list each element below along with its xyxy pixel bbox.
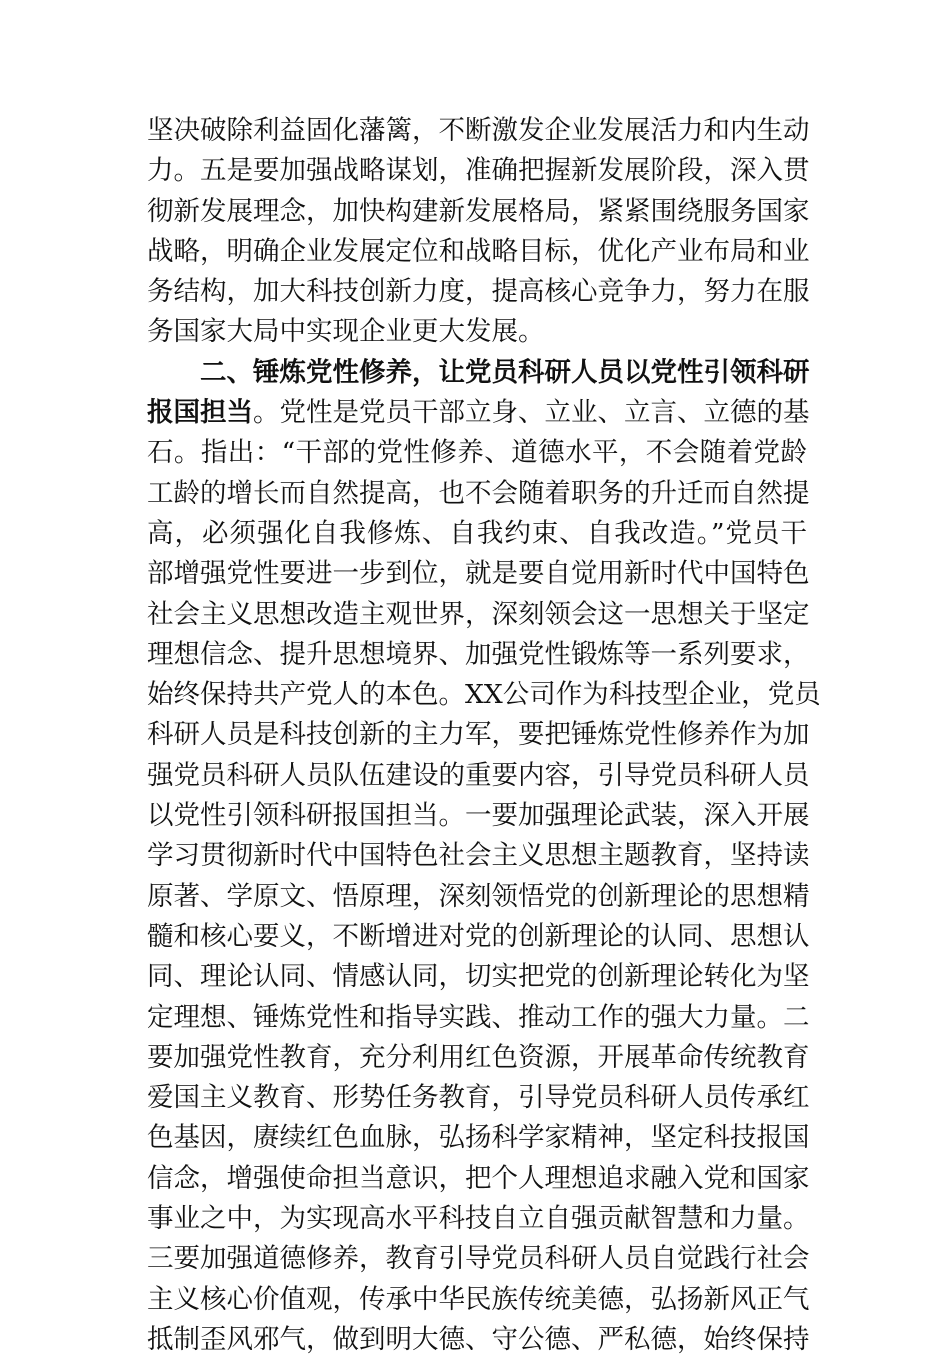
text-line: 学习贯彻新时代中国特色社会主义思想主题教育，坚持读 [147, 840, 810, 872]
text-line: 坚决破除利益固化藩篱，不断激发企业发展活力和内生动 [147, 115, 810, 146]
text-line: 力。五是要加强战略谋划，准确把握新发展阶段，深入贯 [147, 155, 810, 187]
text-line: 社会主义思想改造主观世界，深刻领会这一思想关于坚定 [147, 598, 810, 630]
text-line: 信念，增强使命担当意识，把个人理想追求融入党和国家 [147, 1162, 810, 1194]
text-line: 理想信念、提升思想境界、加强党性锻炼等一系列要求， [147, 638, 810, 670]
section-heading-continuation: 报国担当 [147, 397, 253, 429]
text-line-mixed [147, 393, 810, 433]
text-line: 务国家大局中实现企业更大发展。 [147, 316, 545, 348]
text-line: 定理想、锤炼党性和指导实践、推动工作的强大力量。二 [147, 1001, 810, 1033]
text-line: 高，必须强化自我修炼、自我约束、自我改造。”党员干 [147, 517, 807, 549]
text-line: 要加强党性教育，充分利用红色资源，开展革命传统教育 [147, 1041, 810, 1073]
text-line: 主义核心价值观，传承中华民族传统美德，弘扬新风正气 [147, 1283, 810, 1315]
section-heading: 二、锤炼党性修养，让党员科研人员以党性引领科研 [200, 356, 810, 388]
text-segment: 。党性是党员干部立身、立业、立言、立德的基 [253, 397, 810, 429]
text-line: 始终保持共产党人的本色。XX公司作为科技型企业，党员 [147, 679, 821, 711]
text-line: 务结构，加大科技创新力度，提高核心竞争力，努力在服 [147, 276, 810, 308]
text-line: 同、理论认同、情感认同，切实把党的创新理论转化为坚 [147, 961, 810, 993]
text-line: 战略，明确企业发展定位和战略目标，优化产业布局和业 [147, 235, 810, 267]
text-line: 工龄的增长而自然提高，也不会随着职务的升迁而自然提 [147, 477, 810, 509]
text-line: 髓和核心要义，不断增进对党的创新理论的认同、思想认 [147, 920, 810, 952]
text-line: 彻新发展理念，加快构建新发展格局，紧紧围绕服务国家 [147, 195, 810, 227]
text-line: 以党性引领科研报国担当。一要加强理论武装，深入开展 [147, 800, 810, 832]
text-line: 抵制歪风邪气，做到明大德、守公德、严私德，始终保持 [147, 1323, 810, 1355]
text-line: 三要加强道德修养，教育引导党员科研人员自觉践行社会 [147, 1243, 810, 1275]
text-line: 石。指出：“干部的党性修养、道德水平，不会随着党龄 [147, 437, 807, 469]
document-body [147, 111, 821, 1360]
text-line: 原著、学原文、悟原理，深刻领悟党的创新理论的思想精 [147, 880, 810, 912]
text-line: 色基因，赓续红色血脉，弘扬科学家精神，坚定科技报国 [147, 1122, 810, 1154]
text-line: 事业之中，为实现高水平科技自立自强贡献智慧和力量。 [147, 1203, 810, 1235]
text-line: 强党员科研人员队伍建设的重要内容，引导党员科研人员 [147, 759, 810, 791]
text-line: 爱国主义教育、形势任务教育，引导党员科研人员传承红 [147, 1082, 810, 1114]
text-line: 科研人员是科技创新的主力军，要把锤炼党性修养作为加 [147, 719, 810, 751]
text-line: 部增强党性要进一步到位，就是要自觉用新时代中国特色 [147, 558, 810, 590]
